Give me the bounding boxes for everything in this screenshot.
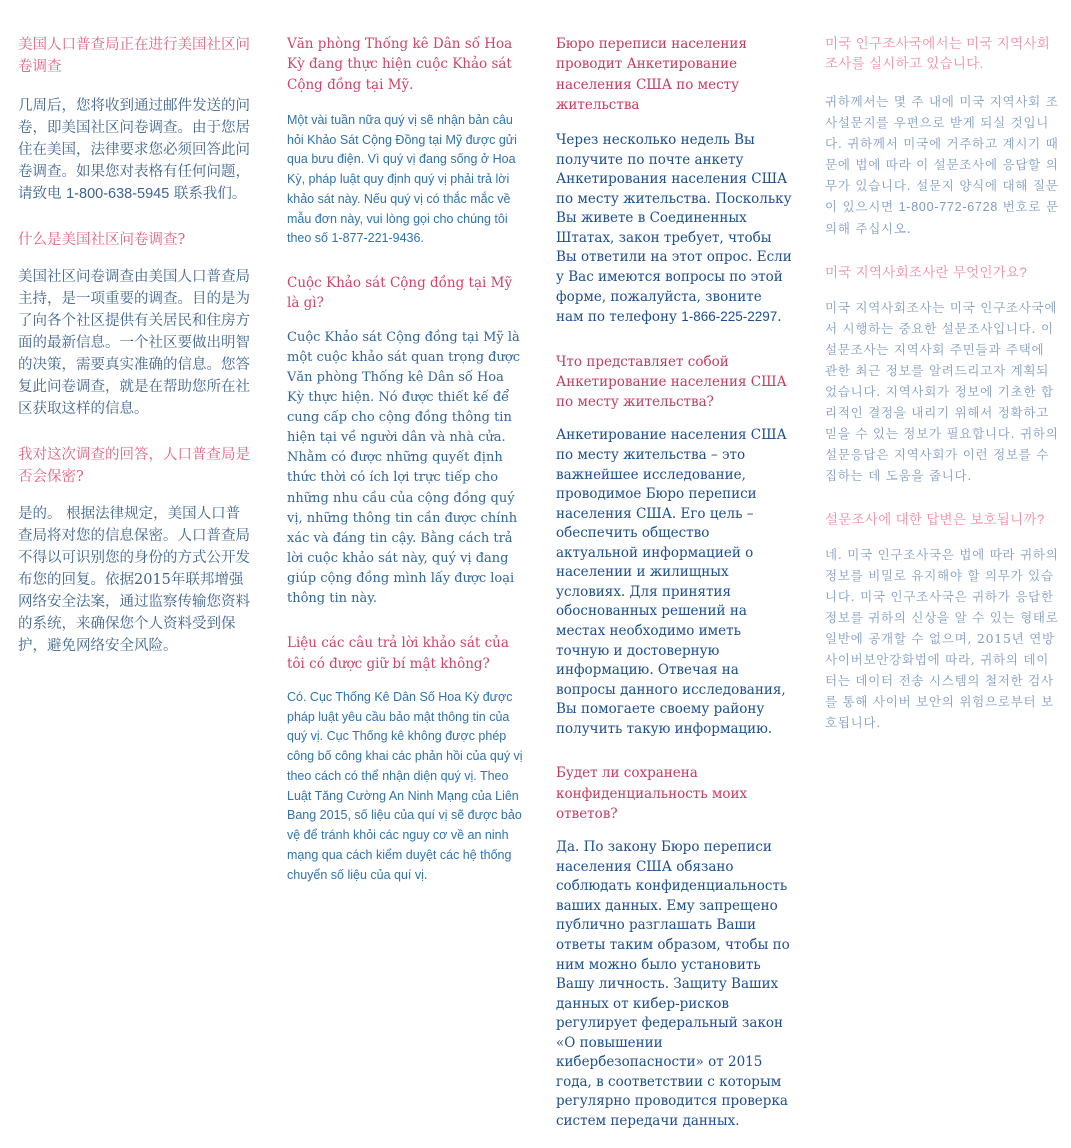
russian-question-2: Будет ли сохранена конфиденциальность моих ответов? [556, 765, 748, 822]
russian-answer-2: Да. По закону Бюро переписи населения США обязано соблюдать конфиденциальность ваших данных. Ему запрещено публично разглашать Ваши ответы таким образом, чтобы по ним можно было установить Вашу личность. Защиту Ваших данных от кибер-рисков регулирует федеральный закон «О повышении кибербезопасности» от 2015 года, в соответствии с которым регулярно проводится проверка систем передачи данных. [556, 839, 790, 1129]
korean-intro-paragraph [825, 91, 1061, 239]
russian-intro-text-after: . [777, 309, 782, 326]
vietnamese-answer-1: Cuộc Khảo sát Cộng đồng tại Mỹ là một cuộc khảo sát quan trọng được Văn phòng Thống kê Dân số Hoa Kỳ thực hiện. Nó được thiết kế để cung cấp cho cộng đồng thông tin hiện tại về người dân và nhà cửa. Nhằm có được những quyết định thức thời có ích lợi trực tiếp cho những nhu cầu của cộng đồng quý vị, những thông tin cần được chính xác và đáng tin cậy. Bằng cách trả lời cuộc khảo sát này, quý vị đang giúp cộng đồng mình lấy được loại thông tin này. [287, 329, 520, 607]
vietnamese-intro-text: Một vài tuần nữa quý vị sẽ nhận bản câu hỏi Khảo Sát Cộng Đồng tại Mỹ được gửi qua bưu điện. Vì quý vị đang sống ở Hoa Kỳ, pháp luật quy định quý vị phải trả lời khảo sát này. Nếu quý vị có thắc mắc về mẫu đơn này, vui lòng gọi cho chúng tôi theo số [287, 112, 517, 246]
korean-phone-number: 1-800-772-6728 [898, 199, 999, 214]
column-russian [556, 34, 792, 1148]
vietnamese-answer-2: Có. Cục Thống Kê Dân Số Hoa Kỳ được pháp luật yêu cầu bảo mật thông tin của quý vị. Cục Thống kê không được phép công bố công khai các phản hồi của quý vị theo cách có thể nhận diện quý vị. Theo Luật Tăng Cường An Ninh Mạng của Liên Bang 2015, số liệu của quí vị sẽ được bảo vệ để tránh khỏi các nguy cơ về an ninh mạng qua cách kiểm duyệt các hệ thống chuyển số liệu của quí vị. [287, 689, 523, 882]
column-vietnamese [287, 34, 523, 901]
russian-phone-number: 1-866-225-2297 [681, 309, 778, 325]
chinese-question-1: 什么是美国社区问卷调查? [18, 232, 186, 249]
chinese-answer-2: 是的。 根据法律规定，美国人口普查局将对您的信息保密。人口普查局不得以可识别您的身份的方式公开发布您的回复。依据2015年联邦增强网络安全法案，通过监察传输您资料的系统，来确保您个人资料受到保护，避免网络安全风险。 [18, 505, 250, 654]
russian-answer-1: Анкетирование населения США по месту жительства – это важнейшее исследование, проводимое Бюро переписи населения США. Его цель – обеспечить общество актуальной информацией о населении и жилищных условиях. Для принятия обоснованных решений на местах необходимо иметь точную и достоверную информацию. Отвечая на вопросы данного исследования, Вы помогаете своему району получить такую информацию. [556, 427, 787, 737]
vietnamese-question-2: Liệu các câu trả lời khảo sát của tôi có được giữ bí mật không? [287, 635, 509, 672]
vietnamese-intro-text-after: . [420, 231, 424, 246]
korean-question-1: 미국 지역사회조사란 무엇인가요? [825, 264, 1028, 280]
russian-title: Бюро переписи населения проводит Анкетирование населения США по месту жительства [556, 36, 747, 113]
chinese-intro-paragraph [18, 95, 254, 205]
vietnamese-question-1: Cuộc Khảo sát Cộng đồng tại Mỹ là gì? [287, 275, 513, 312]
column-chinese [18, 34, 254, 673]
chinese-phone-number: 1-800-638-5945 [66, 186, 170, 203]
chinese-intro-text: 几周后，您将收到通过邮件发送的问卷，即美国社区问卷调查。由于您居住在美国，法律要求您必须回答此问卷调查。如果您对表格有任何问题，请致电 [18, 97, 250, 203]
column-korean [825, 34, 1061, 749]
korean-intro-text-after: 번호로 문의해 주십시오. [825, 198, 1059, 236]
korean-question-2: 설문조사에 대한 답변은 보호됩니까? [825, 511, 1045, 527]
chinese-question-2: 我对这次调查的回答，人口普查局是否会保密? [18, 446, 250, 486]
korean-answer-1: 미국 지역사회조사는 미국 인구조사국에서 시행하는 중요한 설문조사입니다. 이 설문조사는 지역사회 주민들과 주택에 관한 최근 정보를 알려드리고자 계획되었습니다. 지역사회가 정보에 기초한 합리적인 결정을 내리기 위해서 정확하고 믿을 수 있는 정보가 필요합니다. 귀하의 설문응답은 지역사회가 이런 정보를 수집하는 데 도움을 줍니다. [825, 299, 1059, 483]
chinese-intro-text-after: 联系我们。 [169, 186, 247, 203]
vietnamese-intro-paragraph [287, 111, 523, 249]
chinese-answer-1: 美国社区问卷调查由美国人口普查局主持，是一项重要的调查。目的是为了向各个社区提供有关居民和住房方面的最新信息。一个社区要做出明智的决策，需要真实准确的信息。您答复此问卷调查，就是在帮助您所在社区获取这样的信息。 [18, 268, 250, 417]
russian-intro-text: Через несколько недель Вы получите по почте анкету Анкетирования населения США по месту жительства. Поскольку Вы живете в Соединенных Штатах, закон требует, чтобы Вы ответили на этот опрос. Если у Вас имеются вопросы по этой форме, пожалуйста, звоните нам по телефону [556, 132, 792, 326]
korean-answer-2: 네. 미국 인구조사국은 법에 따라 귀하의 정보를 비밀로 유지해야 할 의무가 있습니다. 미국 인구조사국은 귀하가 응답한 정보를 귀하의 신상을 알 수 있는 형태로 일반에 공개할 수 없으며, 2015년 연방 사이버보안강화법에 따라, 귀하의 데이터는 데이터 전송 시스템의 철저한 검사를 통해 사이버 보안의 위험으로부터 보호됩니다. [825, 547, 1059, 730]
korean-title: 미국 인구조사국에서는 미국 지역사회조사를 실시하고 있습니다. [825, 36, 1051, 72]
vietnamese-title: Văn phòng Thống kê Dân số Hoa Kỳ đang thực hiện cuộc Khảo sát Cộng đồng tại Mỹ. [287, 36, 513, 93]
vietnamese-phone-number: 1-877-221-9436 [331, 231, 421, 246]
korean-intro-text: 귀하께서는 몇 주 내에 미국 지역사회 조사설문지를 우편으로 받게 되실 것입니다. 귀하께서 미국에 거주하고 계시기 때문에 법에 따라 이 설문조사에 응답할 의무가 있습니다. 설문지 양식에 대해 질문이 있으시면 [825, 93, 1059, 214]
russian-intro-paragraph [556, 131, 792, 328]
chinese-title: 美国人口普查局正在进行美国社区问卷调查 [18, 37, 250, 76]
russian-question-1: Что представляет собой Анкетирование населения США по месту жительства? [556, 353, 787, 411]
